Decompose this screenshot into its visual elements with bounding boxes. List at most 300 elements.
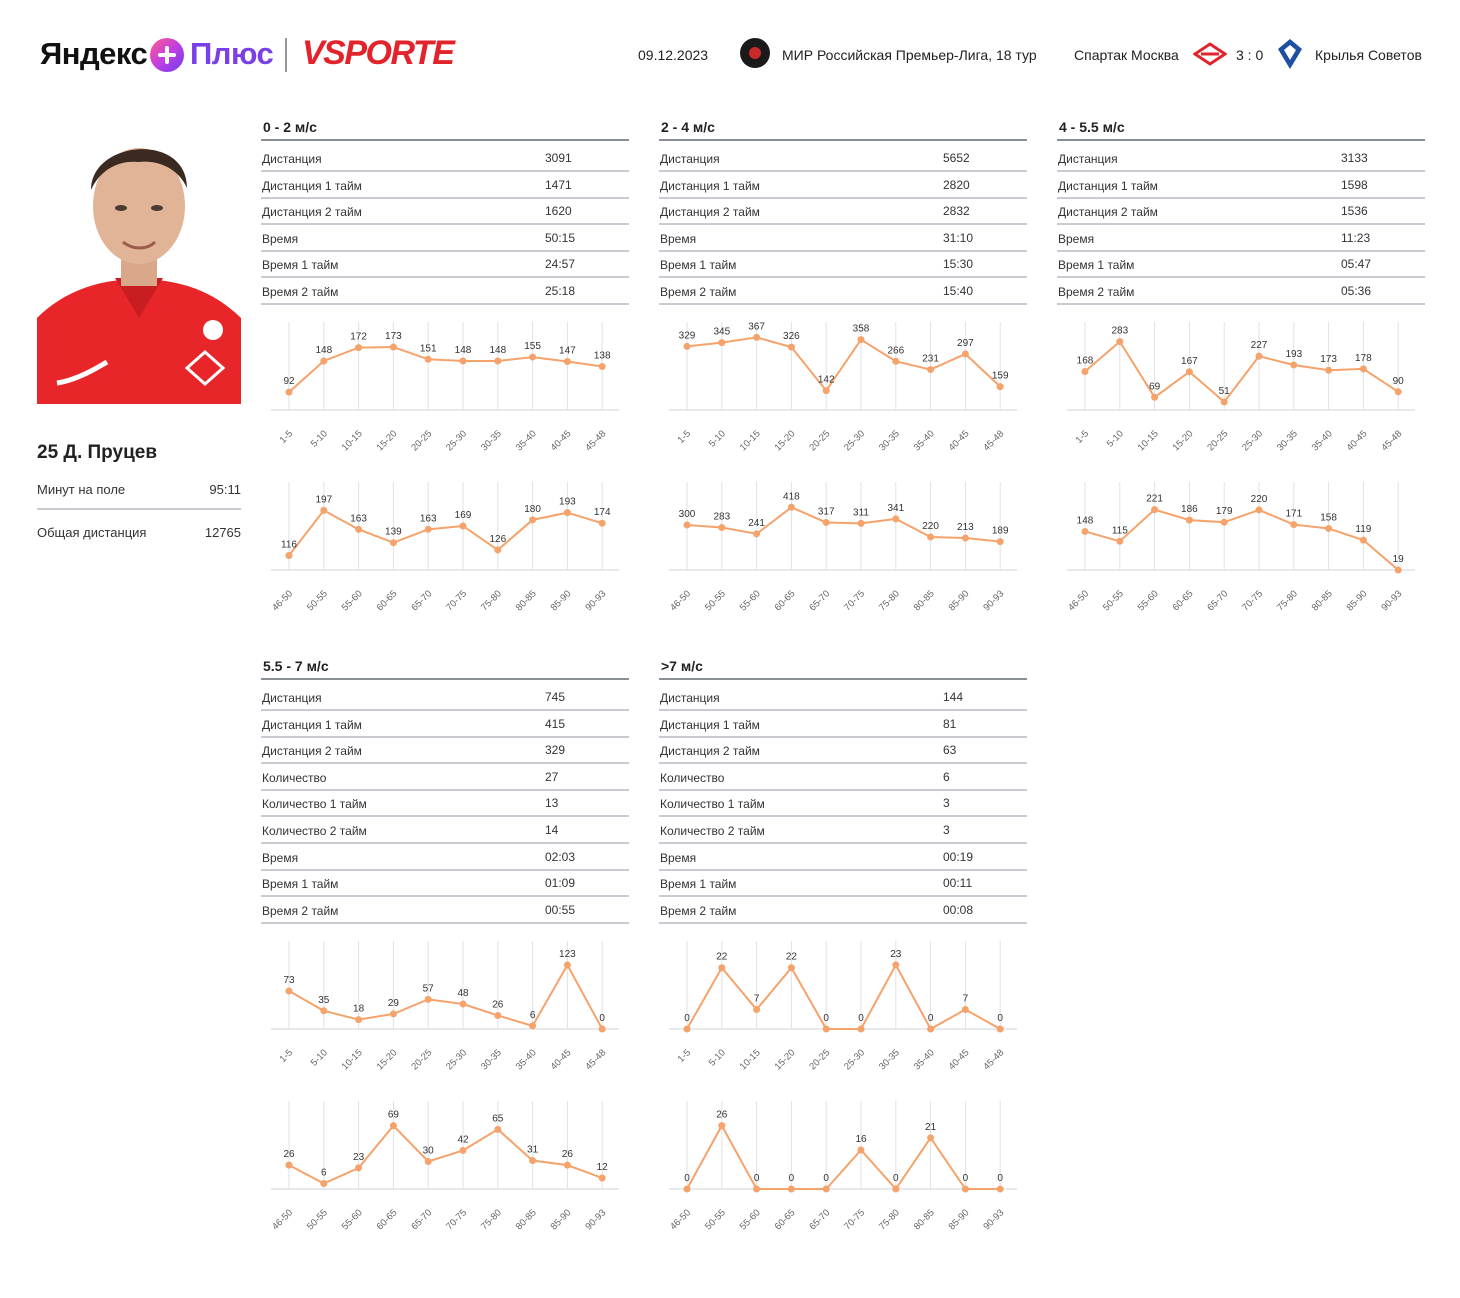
- x-tick-label: 30-35: [876, 1047, 902, 1073]
- stat-value: 00:55: [545, 902, 576, 917]
- data-point: [1256, 506, 1263, 513]
- data-label: 29: [387, 997, 399, 1009]
- data-point: [425, 1158, 432, 1165]
- x-tick-label: 46-50: [668, 1207, 694, 1233]
- data-point: [1221, 398, 1228, 405]
- x-tick-label: 35-40: [911, 428, 937, 454]
- data-point: [823, 387, 830, 394]
- stat-row: [659, 898, 1027, 924]
- stat-value: 1471: [545, 177, 572, 192]
- x-tick-label: 5-10: [308, 428, 330, 450]
- x-tick-label: 80-85: [911, 588, 937, 614]
- panel-title: 5.5 - 7 м/с: [263, 658, 329, 674]
- stat-value: 31:10: [943, 230, 974, 245]
- stat-value: 15:30: [943, 257, 974, 272]
- total-distance-label: Общая дистанция: [37, 525, 147, 540]
- stat-value: 1536: [1341, 204, 1368, 219]
- stat-row: [659, 685, 1027, 711]
- x-tick-label: 20-25: [409, 1047, 435, 1073]
- chart-5.5-7-second-half: [261, 1097, 629, 1233]
- data-label: 189: [991, 525, 1009, 537]
- logo-divider: [285, 38, 287, 72]
- spartak-rhombus-icon: [1193, 42, 1227, 66]
- x-tick-label: 90-93: [981, 588, 1007, 614]
- data-point: [1290, 362, 1297, 369]
- player-photo: [37, 118, 241, 404]
- x-tick-label: 70-75: [444, 588, 470, 614]
- data-label: 16: [855, 1134, 867, 1145]
- data-point: [858, 520, 865, 527]
- stat-row: [659, 845, 1027, 871]
- data-point: [1221, 519, 1228, 526]
- data-label: 173: [385, 331, 402, 343]
- data-point: [927, 1134, 934, 1141]
- stat-value: 01:09: [545, 876, 576, 891]
- data-label: 0: [823, 1013, 829, 1024]
- x-tick-label: 60-65: [1170, 588, 1196, 614]
- x-tick-label: 10-15: [737, 428, 763, 454]
- data-point: [997, 383, 1004, 390]
- data-point: [460, 357, 467, 364]
- data-point: [286, 389, 293, 396]
- data-label: 142: [817, 374, 835, 386]
- stat-label: Количество: [262, 770, 327, 785]
- series-line: [289, 965, 602, 1029]
- stat-value: 415: [545, 716, 566, 731]
- data-label: 119: [1355, 524, 1372, 536]
- away-team-name: Крылья Советов: [1315, 47, 1422, 63]
- stat-value: 1620: [545, 204, 572, 219]
- x-tick-label: 40-45: [548, 428, 574, 454]
- stat-value: 02:03: [545, 849, 576, 864]
- stat-label: Время: [262, 850, 299, 865]
- data-label: 0: [893, 1173, 899, 1184]
- stat-label: Дистанция 1 тайм: [660, 178, 760, 193]
- data-point: [529, 1157, 536, 1164]
- x-tick-label: 70-75: [842, 588, 868, 614]
- data-point: [927, 534, 934, 541]
- stat-value: 13: [545, 796, 559, 811]
- stat-label: Количество: [660, 770, 725, 785]
- x-tick-label: 80-85: [513, 588, 539, 614]
- data-point: [684, 1186, 691, 1193]
- stat-label: Дистанция 2 тайм: [660, 744, 760, 759]
- data-label: 193: [559, 496, 576, 508]
- data-point: [962, 1186, 969, 1193]
- x-tick-label: 45-48: [1379, 428, 1405, 454]
- x-tick-label: 15-20: [772, 428, 798, 454]
- data-point: [390, 344, 397, 351]
- x-tick-label: 5-10: [1104, 428, 1126, 450]
- x-tick-label: 45-48: [981, 1047, 1007, 1073]
- stat-label: Время: [660, 850, 697, 865]
- stat-label: Время 2 тайм: [262, 285, 339, 299]
- stat-row: [659, 252, 1027, 278]
- data-point: [355, 526, 362, 533]
- stat-value: 00:11: [943, 876, 973, 891]
- stat-row: [261, 146, 629, 172]
- x-tick-label: 46-50: [668, 588, 694, 614]
- stat-label: Время 2 тайм: [262, 903, 339, 918]
- x-tick-label: 55-60: [737, 1207, 763, 1233]
- chart-0-2-second-half: [261, 478, 629, 614]
- data-point: [858, 1147, 865, 1154]
- data-label: 173: [1320, 354, 1337, 366]
- stat-value: 745: [545, 690, 566, 704]
- data-label: 178: [1355, 352, 1372, 364]
- stat-label: Время 2 тайм: [660, 285, 737, 299]
- x-tick-label: 80-85: [1309, 588, 1335, 614]
- data-label: 227: [1250, 340, 1268, 352]
- match-date: 09.12.2023: [638, 47, 709, 63]
- data-label: 7: [962, 993, 969, 1005]
- stat-row: [261, 199, 629, 225]
- stat-row: [261, 252, 629, 278]
- x-tick-label: 25-30: [842, 1047, 868, 1073]
- data-point: [1360, 365, 1367, 372]
- data-label: 31: [527, 1144, 539, 1156]
- data-label: 0: [684, 1013, 690, 1024]
- data-point: [684, 343, 691, 350]
- x-tick-label: 85-90: [548, 1207, 574, 1233]
- data-label: 92: [283, 376, 295, 388]
- x-tick-label: 25-30: [444, 1047, 470, 1073]
- data-label: 266: [887, 345, 905, 357]
- x-tick-label: 75-80: [876, 1207, 902, 1233]
- data-point: [718, 339, 725, 346]
- stat-value: 2820: [943, 177, 970, 192]
- data-label: 283: [1111, 325, 1129, 337]
- data-label: 115: [1111, 525, 1128, 537]
- x-tick-label: 60-65: [374, 1207, 400, 1233]
- stat-label: Дистанция 2 тайм: [262, 205, 362, 220]
- stat-value: 05:36: [1341, 284, 1372, 298]
- data-point: [460, 1147, 467, 1154]
- x-tick-label: 40-45: [946, 428, 972, 454]
- series-line: [687, 337, 1000, 390]
- data-point: [1116, 538, 1123, 545]
- stat-value: 24:57: [545, 257, 576, 272]
- data-point: [892, 961, 899, 968]
- x-tick-label: 10-15: [339, 1047, 365, 1073]
- stat-label: Время 1 тайм: [262, 258, 339, 273]
- x-tick-label: 1-5: [675, 428, 694, 446]
- data-label: 297: [957, 337, 974, 349]
- x-tick-label: 20-25: [409, 428, 435, 454]
- x-tick-label: 80-85: [911, 1207, 937, 1233]
- stat-value: 144: [943, 690, 964, 704]
- chart-0-2-first-half: [261, 318, 629, 454]
- x-tick-label: 90-93: [1379, 588, 1405, 614]
- x-tick-label: 15-20: [374, 428, 400, 454]
- stat-label: Дистанция 2 тайм: [262, 744, 362, 759]
- series-line: [1085, 342, 1398, 402]
- data-point: [599, 520, 606, 527]
- data-label: 7: [753, 993, 760, 1005]
- data-label: 418: [783, 491, 800, 503]
- x-tick-label: 15-20: [772, 1047, 798, 1073]
- stat-row: [261, 712, 629, 738]
- yandex-logo-text: Яндекс: [40, 36, 148, 71]
- x-tick-label: 70-75: [1240, 588, 1266, 614]
- stat-row: [659, 712, 1027, 738]
- x-tick-label: 50-55: [702, 588, 728, 614]
- data-point: [788, 504, 795, 511]
- chart-over-7-first-half: [659, 937, 1027, 1073]
- data-label: 26: [492, 999, 504, 1011]
- panel-title: 4 - 5.5 м/с: [1059, 119, 1125, 135]
- x-tick-label: 40-45: [548, 1047, 574, 1073]
- data-point: [460, 522, 467, 529]
- data-label: 283: [713, 511, 731, 523]
- stat-value: 50:15: [545, 230, 576, 245]
- data-label: 26: [716, 1109, 728, 1121]
- data-point: [1082, 368, 1089, 375]
- match-score: 3 : 0: [1236, 47, 1264, 63]
- data-point: [564, 358, 571, 365]
- data-label: 123: [559, 949, 576, 961]
- data-point: [962, 535, 969, 542]
- stat-row: [659, 791, 1027, 817]
- panel-title-underline: [261, 139, 629, 141]
- data-label: 26: [283, 1149, 295, 1161]
- data-point: [858, 336, 865, 343]
- data-point: [718, 524, 725, 531]
- data-point: [1186, 517, 1193, 524]
- data-label: 0: [684, 1173, 690, 1184]
- panel-title-underline: [659, 678, 1027, 680]
- data-label: 0: [997, 1173, 1003, 1184]
- data-label: 179: [1215, 506, 1233, 518]
- data-point: [286, 1162, 293, 1169]
- data-label: 69: [1149, 381, 1161, 393]
- data-point: [1290, 521, 1297, 528]
- data-label: 0: [788, 1173, 795, 1184]
- x-tick-label: 46-50: [270, 588, 296, 614]
- data-label: 0: [997, 1013, 1003, 1024]
- data-point: [1395, 567, 1402, 574]
- player-name: 25 Д. Пруцев: [37, 442, 158, 463]
- stat-label: Дистанция 2 тайм: [660, 205, 760, 220]
- stat-row: [1057, 226, 1425, 252]
- stat-value: 00:19: [943, 849, 974, 864]
- x-tick-label: 25-30: [842, 428, 868, 454]
- data-label: 241: [748, 517, 765, 529]
- data-label: 30: [422, 1145, 434, 1157]
- panel-title-underline: [659, 139, 1027, 141]
- data-point: [1186, 368, 1193, 375]
- stat-value: 00:08: [943, 902, 974, 917]
- data-point: [425, 356, 432, 363]
- data-point: [684, 1026, 691, 1033]
- stat-label: Дистанция 2 тайм: [1058, 205, 1158, 220]
- data-point: [1116, 338, 1123, 345]
- x-tick-label: 60-65: [772, 588, 798, 614]
- series-line: [289, 510, 602, 555]
- x-tick-label: 35-40: [513, 1047, 539, 1073]
- x-tick-label: 46-50: [1066, 588, 1092, 614]
- data-label: 311: [853, 507, 869, 519]
- data-label: 341: [887, 502, 905, 514]
- data-point: [564, 962, 571, 969]
- stat-value: 2832: [943, 204, 970, 219]
- x-tick-label: 40-45: [1344, 428, 1370, 454]
- data-label: 23: [353, 1151, 365, 1163]
- chart-5.5-7-first-half: [261, 937, 629, 1073]
- data-label: 358: [852, 323, 870, 335]
- data-point: [892, 358, 899, 365]
- data-label: 22: [785, 951, 797, 963]
- stat-label: Дистанция: [660, 152, 720, 166]
- stat-value: 63: [943, 743, 957, 758]
- series-line: [687, 965, 1000, 1029]
- x-tick-label: 60-65: [374, 588, 400, 614]
- x-tick-label: 75-80: [1274, 588, 1300, 614]
- data-label: 159: [991, 370, 1009, 382]
- data-point: [1082, 528, 1089, 535]
- data-point: [684, 522, 691, 529]
- stat-row: [1057, 146, 1425, 172]
- x-tick-label: 1-5: [1073, 428, 1092, 446]
- home-team-name: Спартак Москва: [1074, 47, 1179, 63]
- stat-row: [659, 818, 1027, 844]
- stat-label: Время 2 тайм: [1058, 285, 1135, 299]
- x-tick-label: 25-30: [1240, 428, 1266, 454]
- data-point: [823, 1026, 830, 1033]
- stat-value: 15:40: [943, 284, 974, 298]
- x-tick-label: 5-10: [308, 1047, 330, 1069]
- data-point: [753, 1006, 760, 1013]
- data-point: [355, 1016, 362, 1023]
- x-tick-label: 15-20: [1170, 428, 1196, 454]
- data-point: [599, 1026, 606, 1033]
- x-tick-label: 75-80: [478, 1207, 504, 1233]
- x-tick-label: 60-65: [772, 1207, 798, 1233]
- stat-row: [659, 871, 1027, 897]
- x-tick-label: 85-90: [548, 588, 574, 614]
- data-label: 35: [318, 994, 330, 1006]
- data-point: [788, 964, 795, 971]
- chart-2-4-second-half: [659, 478, 1027, 614]
- vsporte-logo-text: VSPORTE: [302, 34, 454, 72]
- data-label: 18: [353, 1003, 365, 1015]
- stat-row: [261, 738, 629, 764]
- data-label: 171: [1285, 508, 1303, 520]
- data-point: [823, 1186, 830, 1193]
- x-tick-label: 50-55: [304, 588, 330, 614]
- data-point: [753, 1186, 760, 1193]
- x-tick-label: 65-70: [409, 1207, 435, 1233]
- data-label: 197: [315, 494, 333, 506]
- x-tick-label: 80-85: [513, 1207, 539, 1233]
- panel-title-underline: [261, 678, 629, 680]
- x-tick-label: 30-35: [1274, 428, 1300, 454]
- panel-title: >7 м/с: [661, 658, 703, 674]
- data-point: [1360, 537, 1367, 544]
- panel-title: 0 - 2 м/с: [263, 119, 317, 135]
- data-point: [718, 964, 725, 971]
- stat-row: [261, 791, 629, 817]
- stat-row: [261, 845, 629, 871]
- data-label: 0: [599, 1013, 605, 1024]
- x-tick-label: 65-70: [1205, 588, 1231, 614]
- x-tick-label: 20-25: [1205, 428, 1231, 454]
- x-tick-label: 20-25: [807, 1047, 833, 1073]
- data-label: 26: [561, 1149, 573, 1161]
- x-tick-label: 30-35: [478, 428, 504, 454]
- stat-value: 5652: [943, 151, 970, 165]
- data-label: 148: [1076, 515, 1094, 527]
- x-tick-label: 90-93: [583, 1207, 609, 1233]
- x-tick-label: 10-15: [737, 1047, 763, 1073]
- x-tick-label: 75-80: [876, 588, 902, 614]
- x-tick-label: 65-70: [409, 588, 435, 614]
- x-tick-label: 50-55: [304, 1207, 330, 1233]
- data-point: [529, 1022, 536, 1029]
- data-label: 300: [678, 509, 696, 520]
- data-label: 51: [1218, 385, 1230, 397]
- stat-label: Время: [262, 231, 299, 246]
- stat-row: [659, 173, 1027, 199]
- x-tick-label: 70-75: [842, 1207, 868, 1233]
- data-label: 69: [387, 1109, 399, 1121]
- x-tick-label: 55-60: [1135, 588, 1161, 614]
- data-label: 180: [524, 503, 541, 515]
- league-bear-icon: [740, 38, 770, 68]
- stat-label: Количество 1 тайм: [262, 797, 367, 812]
- data-point: [718, 1122, 725, 1129]
- data-point: [390, 1010, 397, 1017]
- series-line: [687, 1126, 1000, 1189]
- data-point: [320, 1007, 327, 1014]
- x-tick-label: 55-60: [339, 1207, 365, 1233]
- x-tick-label: 45-48: [981, 428, 1007, 454]
- data-point: [355, 1164, 362, 1171]
- player-portrait-illustration: [37, 118, 241, 404]
- stat-value: 3: [943, 823, 950, 837]
- data-point: [858, 1026, 865, 1033]
- data-label: 326: [783, 331, 800, 343]
- header: [0, 0, 1460, 110]
- stat-label: Время: [1058, 231, 1095, 246]
- krylia-sovetov-shield-icon: [1277, 38, 1303, 70]
- data-label: 139: [385, 526, 402, 538]
- data-point: [599, 1174, 606, 1181]
- stat-value: 05:47: [1341, 257, 1372, 272]
- data-label: 73: [283, 975, 295, 987]
- stat-row: [261, 685, 629, 711]
- stat-label: Количество 2 тайм: [262, 824, 367, 838]
- series-line: [289, 1126, 602, 1184]
- x-tick-label: 65-70: [807, 1207, 833, 1233]
- data-label: 0: [962, 1173, 969, 1184]
- data-label: 174: [593, 507, 611, 519]
- data-label: 231: [922, 353, 939, 365]
- stat-row: [1057, 279, 1425, 305]
- data-label: 148: [315, 344, 333, 356]
- x-tick-label: 20-25: [807, 428, 833, 454]
- x-tick-label: 50-55: [1100, 588, 1126, 614]
- data-point: [997, 538, 1004, 545]
- x-tick-label: 30-35: [876, 428, 902, 454]
- data-point: [1151, 506, 1158, 513]
- stat-label: Время 1 тайм: [262, 877, 339, 892]
- data-point: [320, 357, 327, 364]
- data-label: 163: [350, 513, 367, 525]
- stat-label: Дистанция 1 тайм: [262, 178, 362, 193]
- stat-value: 1598: [1341, 177, 1368, 192]
- data-label: 22: [716, 951, 728, 963]
